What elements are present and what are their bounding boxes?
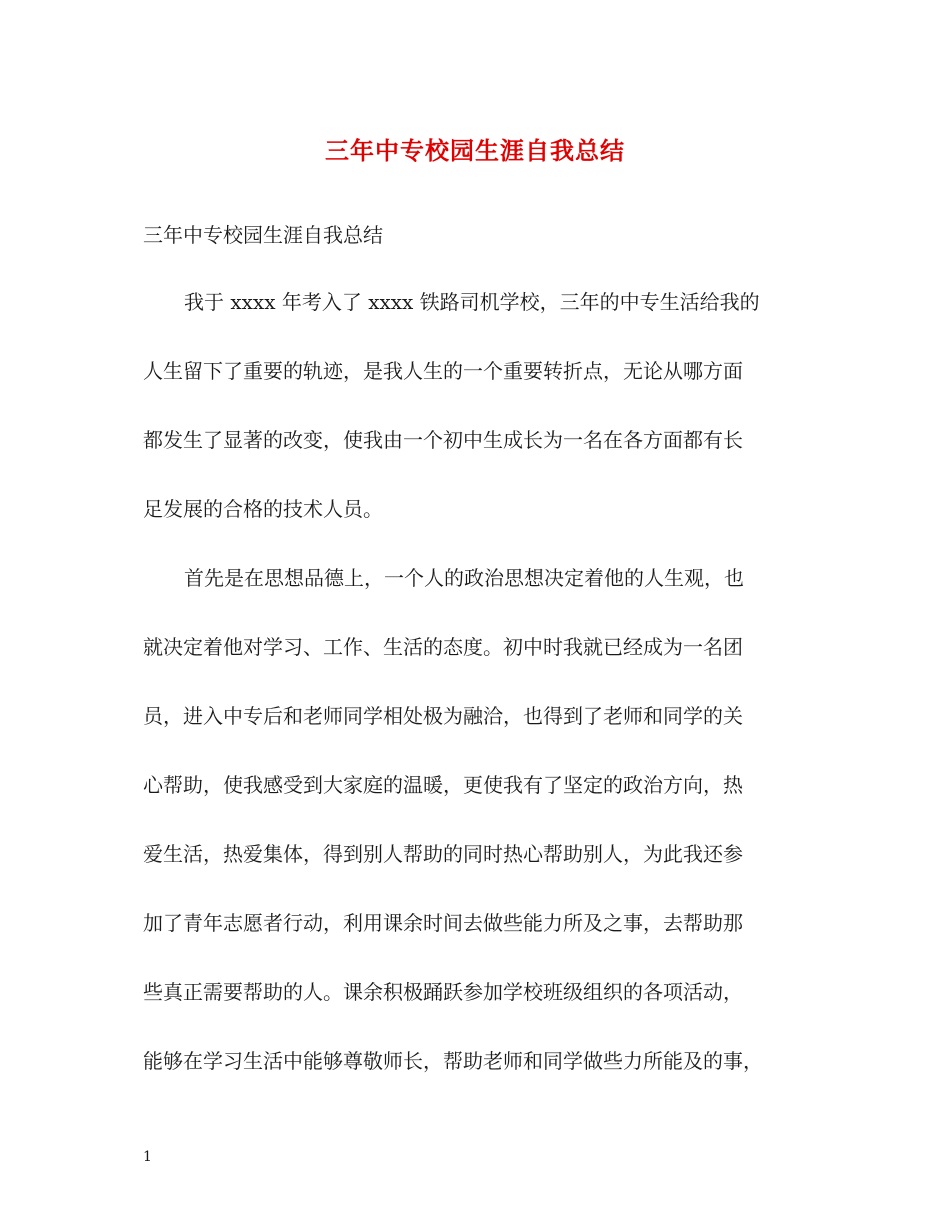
body-line: 些真正需要帮助的人。课余积极踊跃参加学校班级组织的各项活动，: [143, 980, 743, 1004]
body-line: 人生留下了重要的轨迹，是我人生的一个重要转折点，无论从哪方面: [143, 359, 743, 383]
body-line: 心帮助，使我感受到大家庭的温暖，更使我有了坚定的政治方向，热: [143, 773, 743, 797]
document-title: 三年中专校园生涯自我总结: [325, 136, 625, 165]
body-line: 员，进入中专后和老师同学相处极为融洽，也得到了老师和同学的关: [143, 704, 743, 728]
body-line: 就决定着他对学习、工作、生活的态度。初中时我就已经成为一名团: [143, 635, 743, 659]
body-line: 我于 xxxx 年考入了 xxxx 铁路司机学校，三年的中专生活给我的: [184, 290, 760, 314]
document-subtitle: 三年中专校园生涯自我总结: [143, 223, 383, 247]
page-number: 1: [143, 1149, 152, 1165]
body-line: 首先是在思想品德上，一个人的政治思想决定着他的人生观，也: [184, 566, 744, 590]
body-line: 加了青年志愿者行动，利用课余时间去做些能力所及之事，去帮助那: [143, 911, 743, 935]
body-line: 能够在学习生活中能够尊敬师长，帮助老师和同学做些力所能及的事，: [143, 1049, 763, 1073]
body-line: 都发生了显著的改变，使我由一个初中生成长为一名在各方面都有长: [143, 428, 743, 452]
body-line: 足发展的合格的技术人员。: [143, 497, 383, 521]
body-line: 爱生活，热爱集体，得到别人帮助的同时热心帮助别人，为此我还参: [143, 842, 743, 866]
